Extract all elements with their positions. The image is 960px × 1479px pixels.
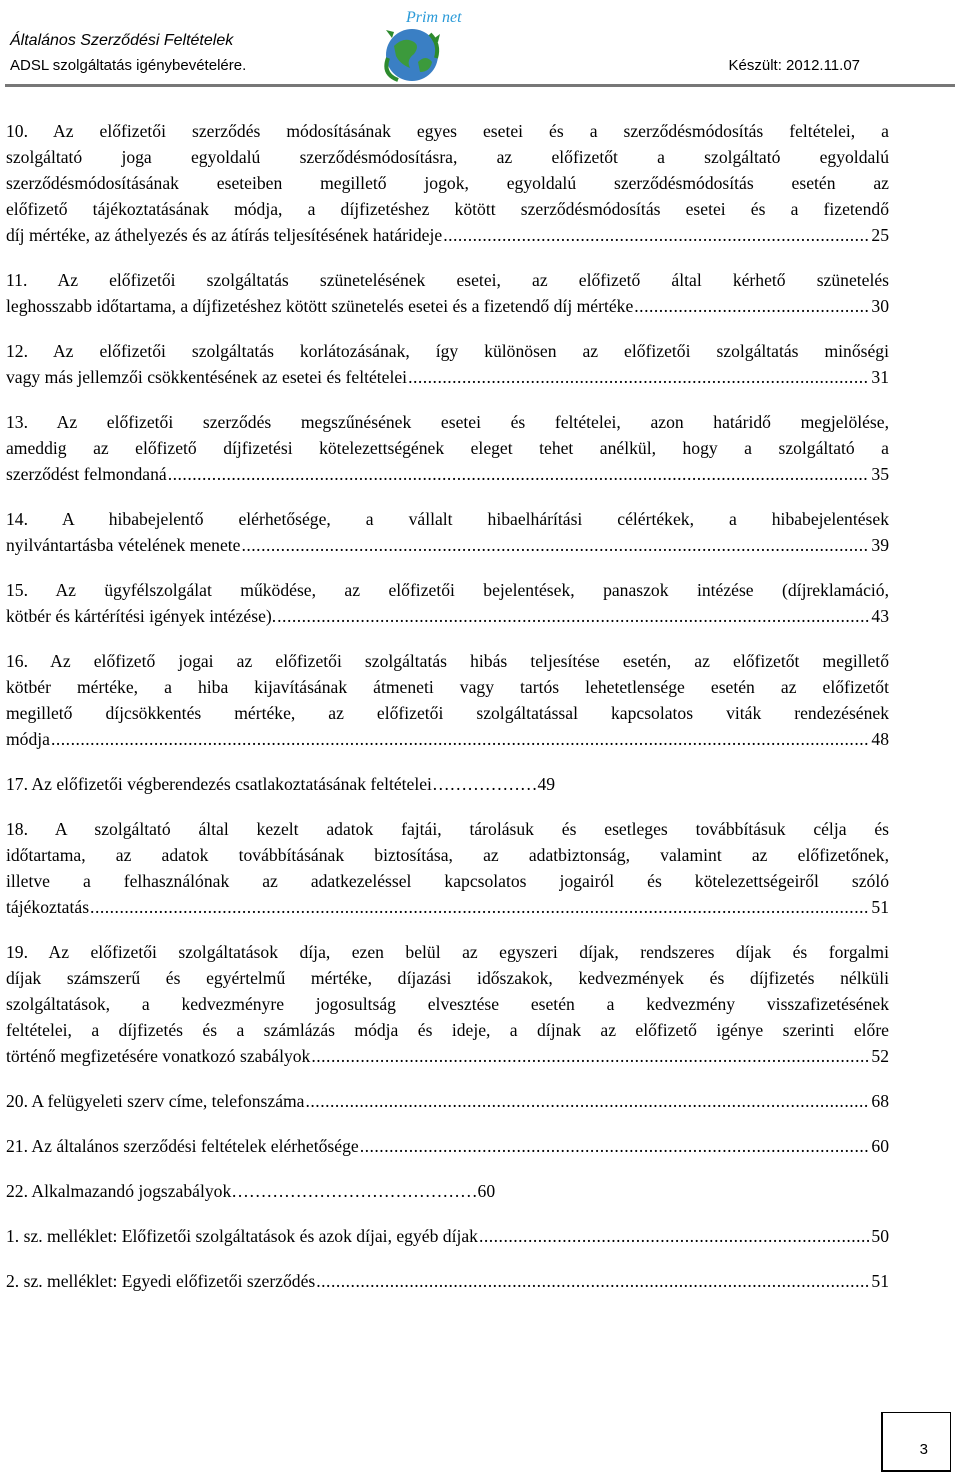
toc-page-number: 52 — [871, 1046, 889, 1066]
toc-entry-last-line — [6, 293, 889, 319]
dot-leader — [316, 1268, 869, 1294]
toc-entry-last-line — [6, 1268, 889, 1294]
toc-entry-text: módja — [6, 729, 50, 749]
svg-text:Prim net: Prim net — [406, 9, 462, 26]
toc-entry[interactable] — [6, 1088, 889, 1114]
toc-entry-last-line — [6, 1088, 889, 1114]
toc-entry-last-line — [6, 726, 889, 752]
toc-entry-text: vagy más jellemzői csökkentésének az esetei és feltételei — [6, 367, 408, 387]
dot-leader — [360, 1133, 870, 1159]
toc-entry-line: időtartama, az adatok továbbításának biztosítása, az adatbiztonság, valamint az előfizetőnek, — [6, 845, 889, 865]
dot-leader — [311, 1043, 869, 1069]
toc-entry-last-line — [6, 461, 889, 487]
page-number-box — [881, 1412, 951, 1472]
toc-entry-text: 21. Az általános szerződési feltételek elérhetősége — [6, 1136, 359, 1156]
toc-page-number: 30 — [871, 296, 889, 316]
toc-page-number: 51 — [871, 897, 889, 917]
toc-entry-line: 16. Az előfizető jogai az előfizetői szolgáltatás hibás teljesítése esetén, az előfizetőt megillető — [6, 651, 889, 671]
dot-leader — [443, 222, 869, 248]
header-title: Általános Szerződési Feltételek — [10, 32, 234, 49]
toc-entry-line: 10. Az előfizetői szerződés módosításának egyes esetei és a szerződésmódosítás feltételei, a — [6, 121, 889, 141]
toc-entry-line: előfizető tájékoztatásának módja, a díjfizetéshez kötött szerződésmódosítás esetei és a fizetendő — [6, 199, 889, 219]
toc-page-number: 60 — [871, 1136, 889, 1156]
toc-entry-line: ameddig az előfizető díjfizetési kötelezettségének eleget tehet anélkül, hogy a szolgáltató a — [6, 438, 889, 458]
toc-entry-line: 13. Az előfizetői szerződés megszűnésének esetei és feltételei, azon határidő megjelölése, — [6, 412, 889, 432]
toc-page-number: 48 — [871, 729, 889, 749]
toc-entry[interactable] — [6, 939, 889, 1069]
toc-page-number: 50 — [871, 1226, 889, 1246]
toc-entry-last-line — [6, 1223, 889, 1249]
toc-entry-last-line — [6, 1043, 889, 1069]
dot-leader — [408, 364, 869, 390]
header-subtitle: ADSL szolgáltatás igénybevételére. — [10, 57, 247, 74]
toc-entry-text: 20. A felügyeleti szerv címe, telefonszáma — [6, 1091, 305, 1111]
toc-entry-last-line — [6, 894, 889, 920]
toc-entry-last-line — [6, 1133, 889, 1159]
toc-entry[interactable]: 17. Az előfizetői végberendezés csatlakoztatásának feltételei………………49 — [6, 774, 556, 794]
toc-entry-text: tájékoztatás — [6, 897, 90, 917]
dot-leader — [634, 293, 869, 319]
dot-leader — [277, 603, 869, 629]
dot-leader — [306, 1088, 870, 1114]
toc-entry-line: illetve a felhasználónak az adatkezeléssel kapcsolatos jogairól és kötelezettségeiről szóló — [6, 871, 889, 891]
toc-entry[interactable] — [6, 648, 889, 752]
dot-leader — [168, 461, 870, 487]
toc-page-number: 31 — [871, 367, 889, 387]
dot-leader — [90, 894, 869, 920]
toc-entry[interactable] — [6, 1133, 889, 1159]
dot-leader — [51, 726, 869, 752]
toc-entry-line: 12. Az előfizetői szolgáltatás korlátozásának, így különösen az előfizetői szolgáltatás minőségi — [6, 341, 889, 361]
toc-entry-text: kötbér és kártérítési igények intézése). — [6, 606, 277, 626]
page-number: 3 — [919, 1441, 928, 1458]
toc-entry-line: 15. Az ügyfélszolgálat működése, az előfizetői bejelentések, panaszok intézése (díjreklamáció, — [6, 580, 889, 600]
toc-entry-text: 2. sz. melléklet: Egyedi előfizetői szerződés — [6, 1271, 316, 1291]
toc-entry-line: szolgáltató joga egyoldalú szerződésmódosításra, az előfizetőt a szolgáltató egyoldalú — [6, 147, 889, 167]
toc-entry-line: megillető díjcsökkentés mértéke, az előfizetői szolgáltatással kapcsolatos viták rendezésének — [6, 703, 889, 723]
toc-entry-line: 19. Az előfizetői szolgáltatások díja, ezen belül az egyszeri díjak, rendszeres díjak és forgalmi — [6, 942, 889, 962]
toc-entry[interactable] — [6, 338, 889, 390]
toc-entry-last-line — [6, 603, 889, 629]
toc-entry-line: díjak számszerű és egyértelmű mértéke, díjazási időszakok, kedvezmények és díjfizetés nélküli — [6, 968, 889, 988]
table-of-contents — [6, 118, 889, 1313]
toc-page-number: 51 — [871, 1271, 889, 1291]
toc-entry[interactable]: 22. Alkalmazandó jogszabályok……………………………………60 — [6, 1181, 496, 1201]
page-header — [0, 0, 960, 100]
toc-entry[interactable] — [6, 506, 889, 558]
toc-entry-last-line — [6, 222, 889, 248]
header-divider — [5, 84, 955, 87]
toc-entry[interactable] — [6, 577, 889, 629]
toc-entry-text: nyilvántartásba vételének menete — [6, 535, 241, 555]
toc-entry-text: díj mértéke, az áthelyezés és az átírás teljesítésének határideje — [6, 225, 443, 245]
toc-entry-line: kötbér mértéke, a hiba kijavításának átmeneti vagy tartós lehetetlensége esetén az előfizetőt — [6, 677, 889, 697]
toc-page-number: 25 — [871, 225, 889, 245]
toc-page-number: 35 — [871, 464, 889, 484]
toc-entry[interactable] — [6, 816, 889, 920]
toc-entry[interactable] — [6, 267, 889, 319]
toc-entry[interactable] — [6, 118, 889, 248]
toc-entry-line: feltételei, a díjfizetés és a számlázás módja és ideje, a díjnak az előfizető igénye szerinti előre — [6, 1020, 889, 1040]
toc-entry-text: történő megfizetésére vonatkozó szabályok — [6, 1046, 311, 1066]
toc-page-number: 68 — [871, 1091, 889, 1111]
toc-entry[interactable] — [6, 1223, 889, 1249]
toc-entry-last-line — [6, 532, 889, 558]
toc-entry-text: 1. sz. melléklet: Előfizetői szolgáltatások és azok díjai, egyéb díjak — [6, 1226, 478, 1246]
toc-entry-line: 14. A hibabejelentő elérhetősége, a vállalt hibaelhárítási célértékek, a hibabejelentések — [6, 509, 889, 529]
primnet-logo — [360, 0, 490, 88]
toc-page-number: 43 — [871, 606, 889, 626]
toc-entry-line: szerződésmódosításának eseteiben megillető jogok, egyoldalú szerződésmódosítás esetén az — [6, 173, 889, 193]
toc-entry[interactable] — [6, 409, 889, 487]
toc-entry-line: 18. A szolgáltató által kezelt adatok fajtái, tárolásuk és esetleges továbbításuk célja és — [6, 819, 889, 839]
toc-entry-text: leghosszabb időtartama, a díjfizetéshez kötött szünetelés esetei és a fizetendő díj mértéke — [6, 296, 634, 316]
toc-entry-last-line — [6, 364, 889, 390]
dot-leader — [479, 1223, 869, 1249]
header-date: Készült: 2012.11.07 — [728, 57, 860, 74]
toc-entry-text: szerződést felmondaná — [6, 464, 167, 484]
dot-leader — [241, 532, 869, 558]
toc-entry-line: 11. Az előfizetői szolgáltatás szünetelésének esetei, az előfizető által kérhető szünetelés — [6, 270, 889, 290]
toc-page-number: 39 — [871, 535, 889, 555]
toc-entry-line: szolgáltatások, a kedvezményre jogosultság elvesztése esetén a kedvezmény visszafizetésének — [6, 994, 889, 1014]
toc-entry[interactable] — [6, 1268, 889, 1294]
